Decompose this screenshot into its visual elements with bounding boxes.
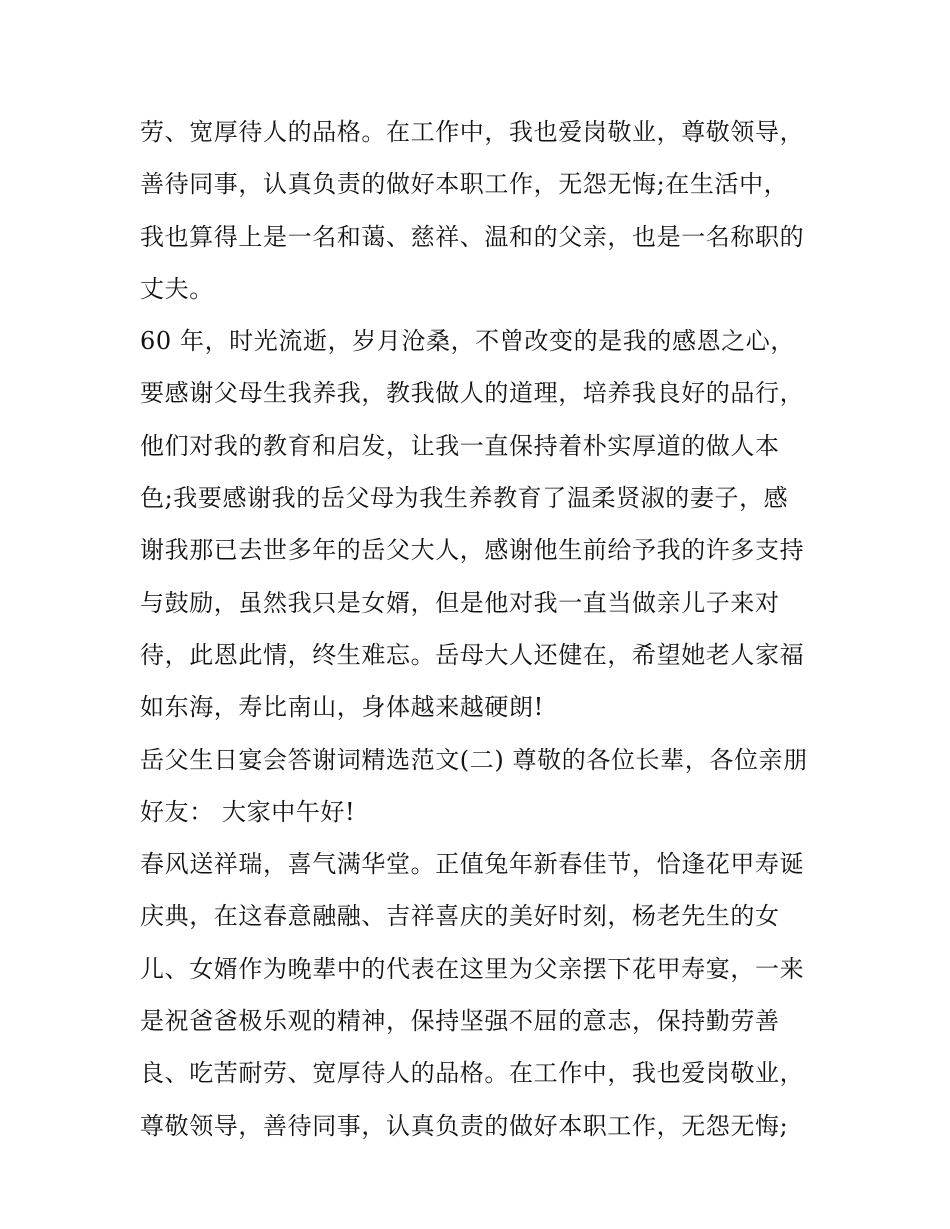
text-line-14: 好友： 大家中午好! xyxy=(140,797,356,826)
text-line-7: 他们对我的教育和启发，让我一直保持着朴实厚道的做人本 xyxy=(140,431,780,460)
text-line-6: 要感谢父母生我养我，教我做人的道理，培养我良好的品行， xyxy=(140,379,805,408)
text-line-15: 春风送祥瑞，喜气满华堂。正值兔年新春佳节，恰逢花甲寿诞 xyxy=(140,850,805,879)
text-line-2: 善待同事，认真负责的做好本职工作，无怨无悔;在生活中， xyxy=(140,170,789,199)
text-line-12: 如东海，寿比南山，身体越来越硬朗! xyxy=(140,693,544,722)
text-line-8: 色;我要感谢我的岳父母为我生养教育了温柔贤淑的妻子，感 xyxy=(140,484,789,513)
text-line-1: 劳、宽厚待人的品格。在工作中，我也爱岗敬业，尊敬领导， xyxy=(140,118,805,146)
text-line-17: 儿、女婿作为晚辈中的代表在这里为父亲摆下花甲寿宴，一来 xyxy=(140,954,805,983)
text-line-13: 岳父生日宴会答谢词精选范文(二) 尊敬的各位长辈，各位亲朋 xyxy=(140,745,808,774)
text-line-10: 与鼓励，虽然我只是女婿，但是他对我一直当做亲儿子来对 xyxy=(140,588,780,617)
text-line-4: 丈夫。 xyxy=(140,274,214,303)
text-line-3: 我也算得上是一名和蔼、慈祥、温和的父亲，也是一名称职的 xyxy=(140,222,805,251)
text-line-5: 60 年，时光流逝，岁月沧桑，不曾改变的是我的感恩之心， xyxy=(140,327,795,356)
text-line-18: 是祝爸爸极乐观的精神，保持坚强不屈的意志，保持勤劳善 xyxy=(140,1007,780,1036)
text-line-16: 庆典，在这春意融融、吉祥喜庆的美好时刻，杨老先生的女 xyxy=(140,902,780,931)
text-line-19: 良、吃苦耐劳、宽厚待人的品格。在工作中，我也爱岗敬业， xyxy=(140,1059,805,1088)
body-text xyxy=(140,106,830,1152)
text-line-20: 尊敬领导，善待同事，认真负责的做好本职工作，无怨无悔; xyxy=(140,1111,789,1140)
text-line-11: 待，此恩此情，终生难忘。岳母大人还健在，希望她老人家福 xyxy=(140,640,805,669)
text-line-9: 谢我那已去世多年的岳父大人，感谢他生前给予我的许多支持 xyxy=(140,536,805,565)
